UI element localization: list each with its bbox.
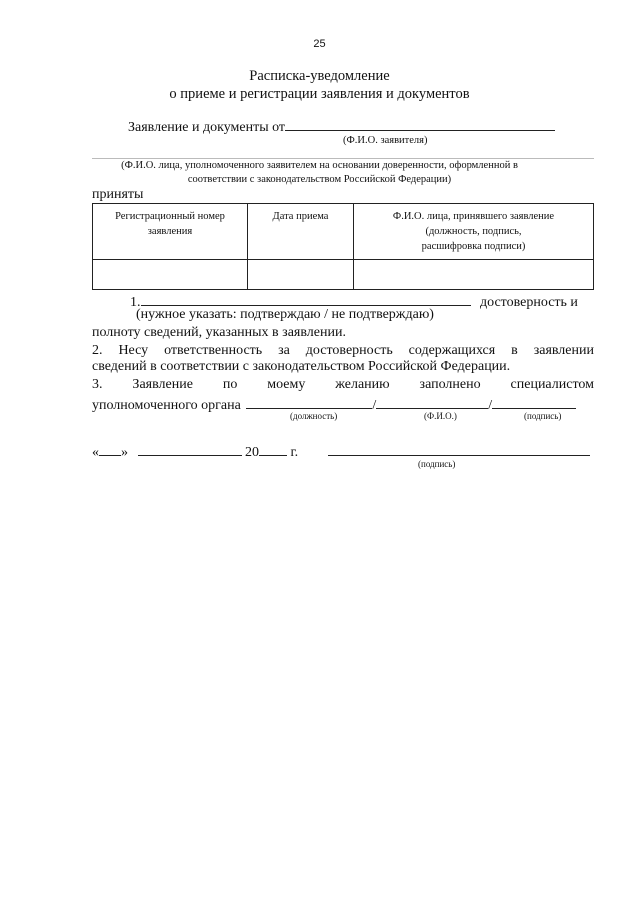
final-signature-line[interactable]: [328, 441, 590, 456]
date-month-line[interactable]: [138, 441, 242, 456]
applicant-caption: (Ф.И.О. заявителя): [343, 135, 428, 146]
cell-receipt-date[interactable]: [248, 260, 354, 290]
item-1-continuation: полноту сведений, указанных в заявлении.: [92, 325, 346, 340]
form-title: Расписка-уведомление: [249, 68, 390, 84]
header-receiver-name: Ф.И.О. лица, принявшего заявление (должность, подпись, расшифровка подписи): [354, 204, 594, 260]
header-receipt-date: Дата приема: [248, 204, 354, 260]
applicant-row: [128, 116, 555, 136]
representative-name-line[interactable]: [92, 158, 594, 159]
item-2-line-2: сведений в соответствии с законодательством Российской Федерации.: [92, 359, 511, 374]
representative-caption-1: (Ф.И.О. лица, уполномоченного заявителем на основании доверенности, оформленной в: [121, 160, 518, 171]
item-2-line-1: 2. Несу ответственность за достоверность содержащихся в заявлении: [92, 343, 594, 358]
table-header-row: [93, 204, 594, 260]
cell-registration-number[interactable]: [93, 260, 248, 290]
applicant-label: Заявление и документы от: [128, 120, 286, 135]
date-day-line[interactable]: [99, 441, 121, 456]
item-1-hint: (нужное указать: подтверждаю / не подтверждаю): [136, 307, 434, 322]
final-signature-caption: (подпись): [418, 459, 456, 469]
table-row: [93, 260, 594, 290]
item-3-line-1: 3. Заявление по моему желанию заполнено специалистом: [92, 377, 594, 392]
page-number: 25: [313, 38, 326, 50]
cell-receiver-name[interactable]: [354, 260, 594, 290]
header-registration-number: Регистрационный номер заявления: [93, 204, 248, 260]
specialist-position-line[interactable]: [246, 394, 372, 409]
item-3-line-2: уполномоченного органа / /: [92, 394, 576, 414]
applicant-name-line[interactable]: [285, 116, 555, 131]
specialist-name-line[interactable]: [376, 394, 488, 409]
registration-table: [92, 203, 594, 290]
caption-position: (должность): [290, 411, 338, 421]
caption-signature: (подпись): [524, 411, 562, 421]
date-year-line[interactable]: [259, 441, 287, 456]
confirm-line[interactable]: [141, 291, 471, 306]
date-row: « » 20 г.: [92, 441, 590, 461]
caption-fio: (Ф.И.О.): [424, 411, 457, 421]
item-1: 1. достоверность и: [130, 291, 578, 311]
specialist-signature-line[interactable]: [492, 394, 576, 409]
accepted-label: приняты: [92, 187, 144, 202]
form-subtitle: о приеме и регистрации заявления и документов: [169, 86, 470, 102]
representative-caption-2: соответствии с законодательством Российской Федерации): [187, 174, 452, 185]
